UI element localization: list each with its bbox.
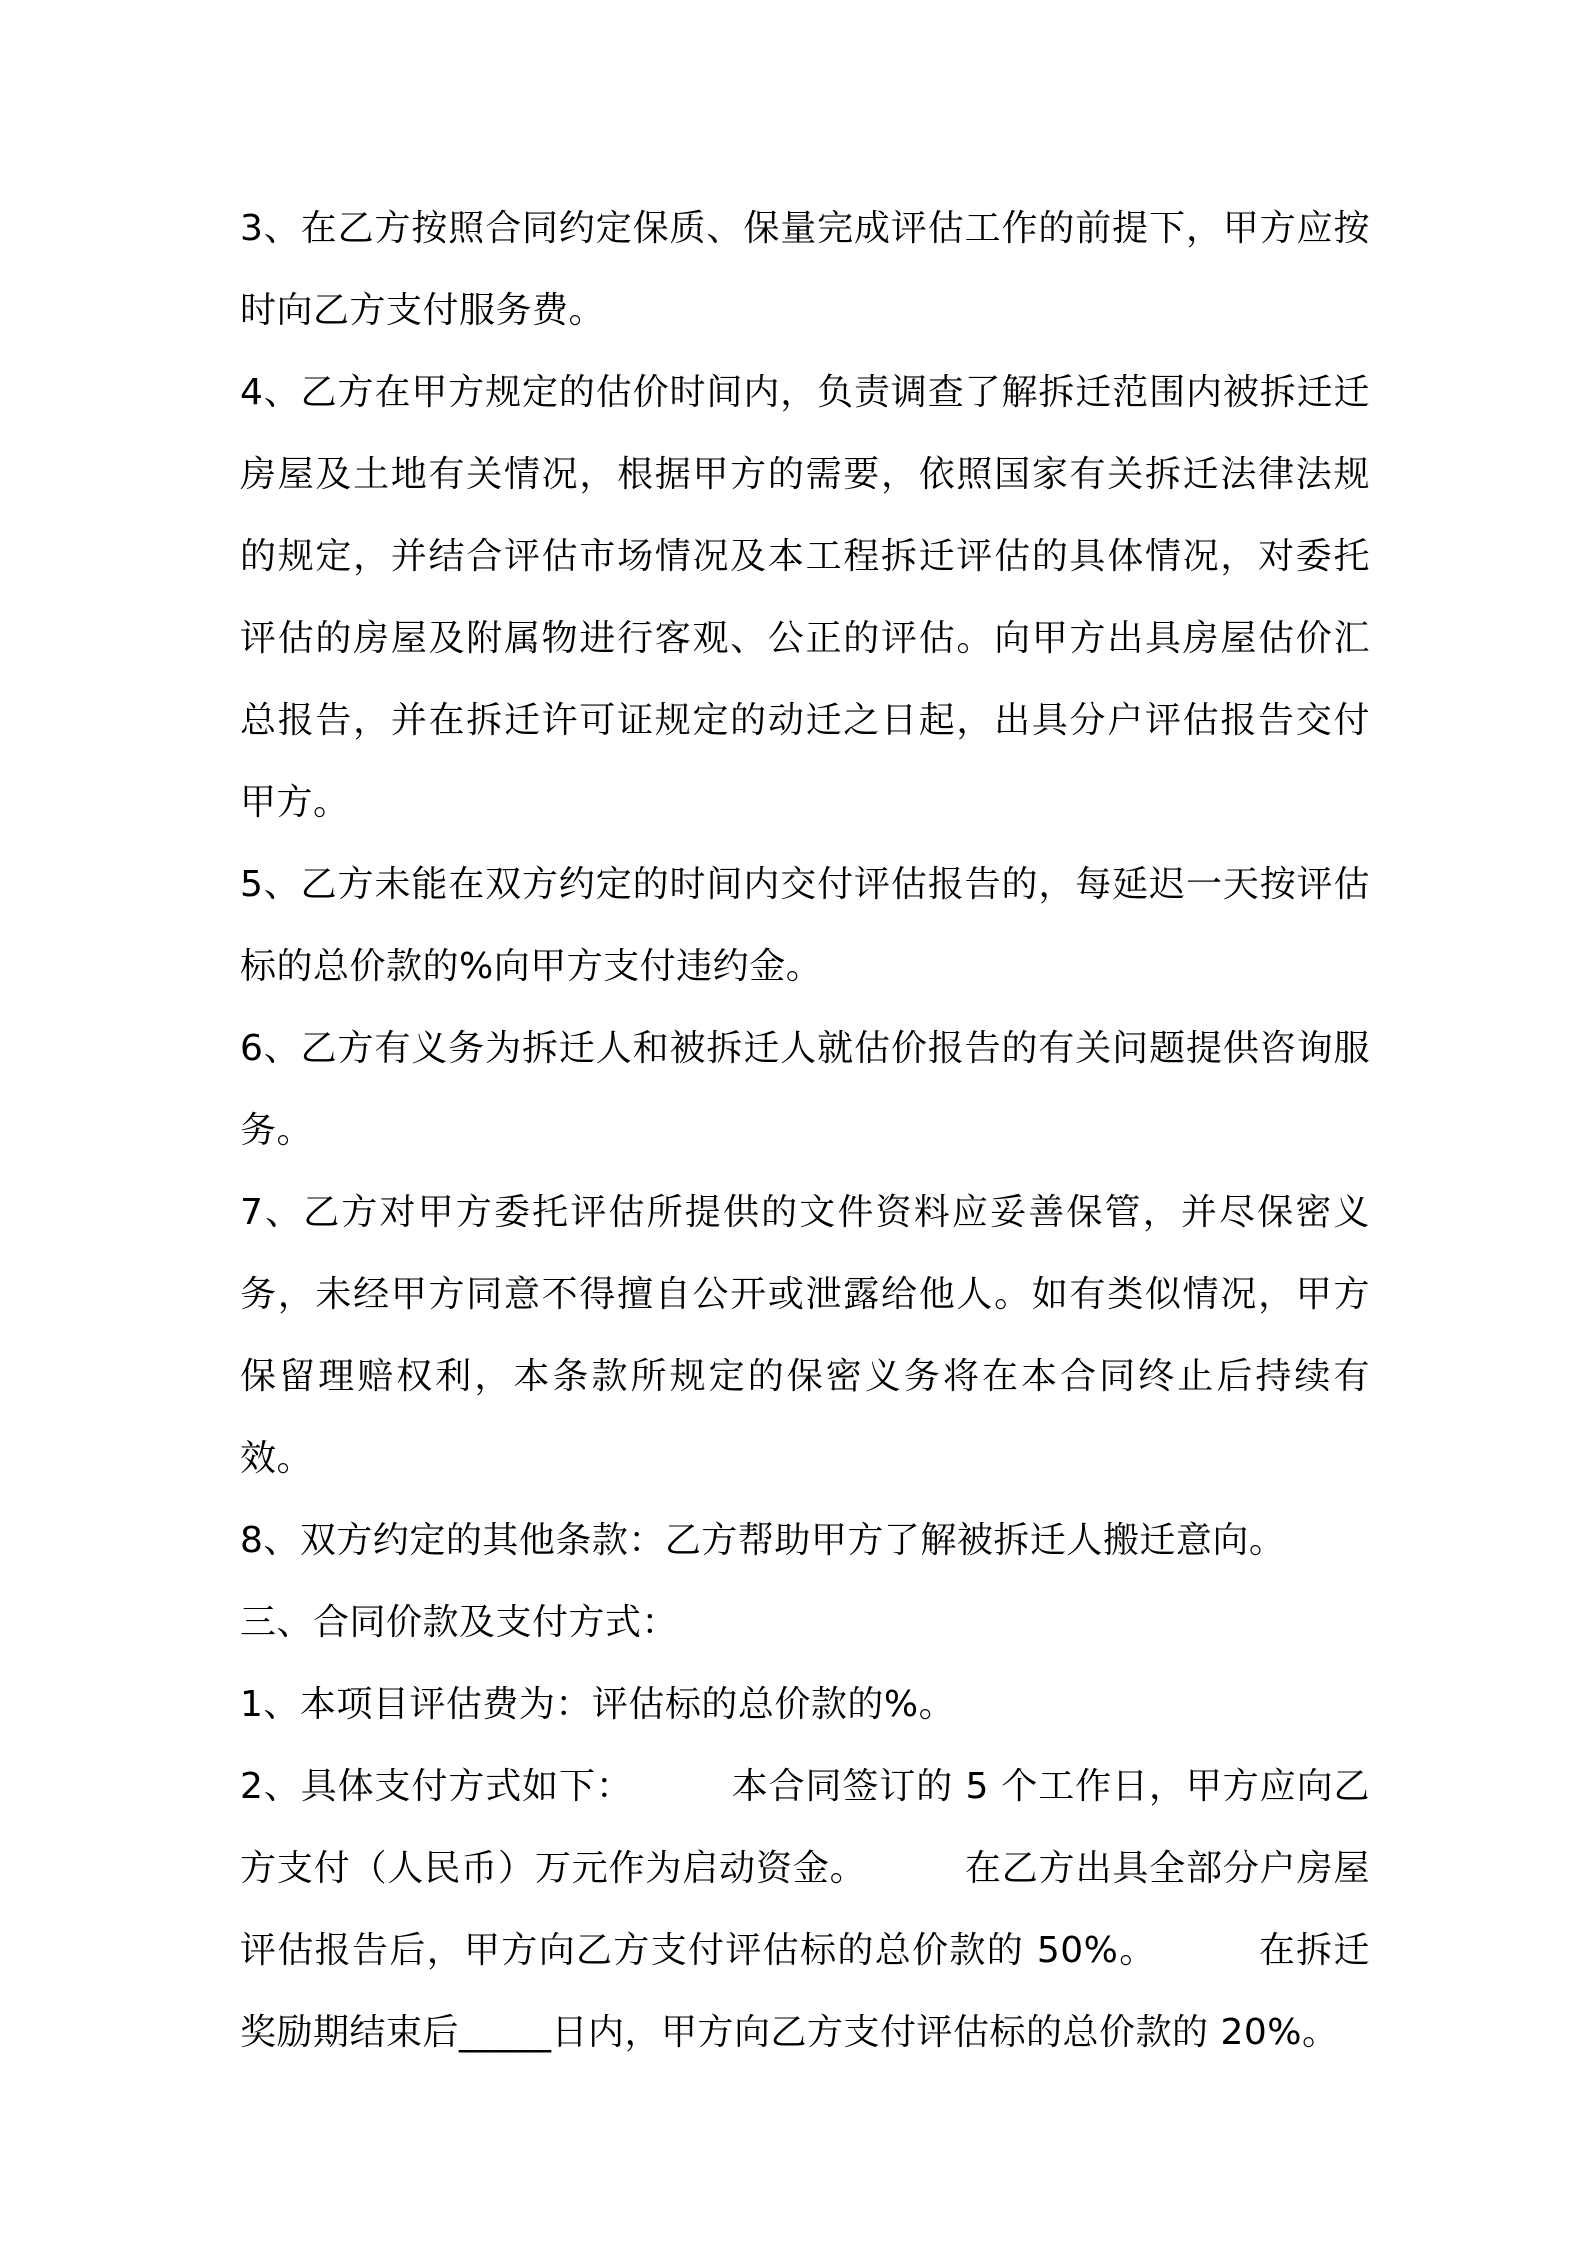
paragraph-clause-5: 5、乙方未能在双方约定的时间内交付评估报告的，每延迟一天按评估标的总价款的%向甲方支付违约金。 <box>240 864 1370 987</box>
paragraph-clause-8: 8、双方约定的其他条款：乙方帮助甲方了解被拆迁人搬迁意向。 <box>240 1520 1286 1561</box>
paragraph-payment-method: 2、具体支付方式如下： 本合同签订的 5 个工作日，甲方应向乙方支付（人民币）万元作为启动资金。 在乙方出具全部分户房屋评估报告后，甲方向乙方支付评估标的总价款的 50%。 在拆迁奖励期结束后_____日内，甲方向乙方支付评估标的总价款的 20%。 <box>240 1766 1370 2053</box>
document-body <box>240 188 1370 2074</box>
paragraph-clause-4: 4、乙方在甲方规定的估价时间内，负责调查了解拆迁范围内被拆迁迁房屋及土地有关情况，根据甲方的需要，依照国家有关拆迁法律法规的规定，并结合评估市场情况及本工程拆迁评估的具体情况，对委托评估的房屋及附属物进行客观、公正的评估。向甲方出具房屋估价汇总报告，并在拆迁许可证规定的动迁之日起，出具分户评估报告交付甲方。 <box>240 372 1370 823</box>
paragraph-clause-3: 3、在乙方按照合同约定保质、保量完成评估工作的前提下，甲方应按时向乙方支付服务费。 <box>240 208 1370 331</box>
paragraph-fee: 1、本项目评估费为：评估标的总价款的%。 <box>240 1684 956 1725</box>
paragraph-clause-6: 6、乙方有义务为拆迁人和被拆迁人就估价报告的有关问题提供咨询服务。 <box>240 1028 1370 1151</box>
paragraph-clause-7: 7、乙方对甲方委托评估所提供的文件资料应妥善保管，并尽保密义务，未经甲方同意不得擅自公开或泄露给他人。如有类似情况，甲方保留理赔权利，本条款所规定的保密义务将在本合同终止后持续有效。 <box>240 1192 1370 1479</box>
section-heading-price-payment: 三、合同价款及支付方式： <box>240 1602 679 1643</box>
